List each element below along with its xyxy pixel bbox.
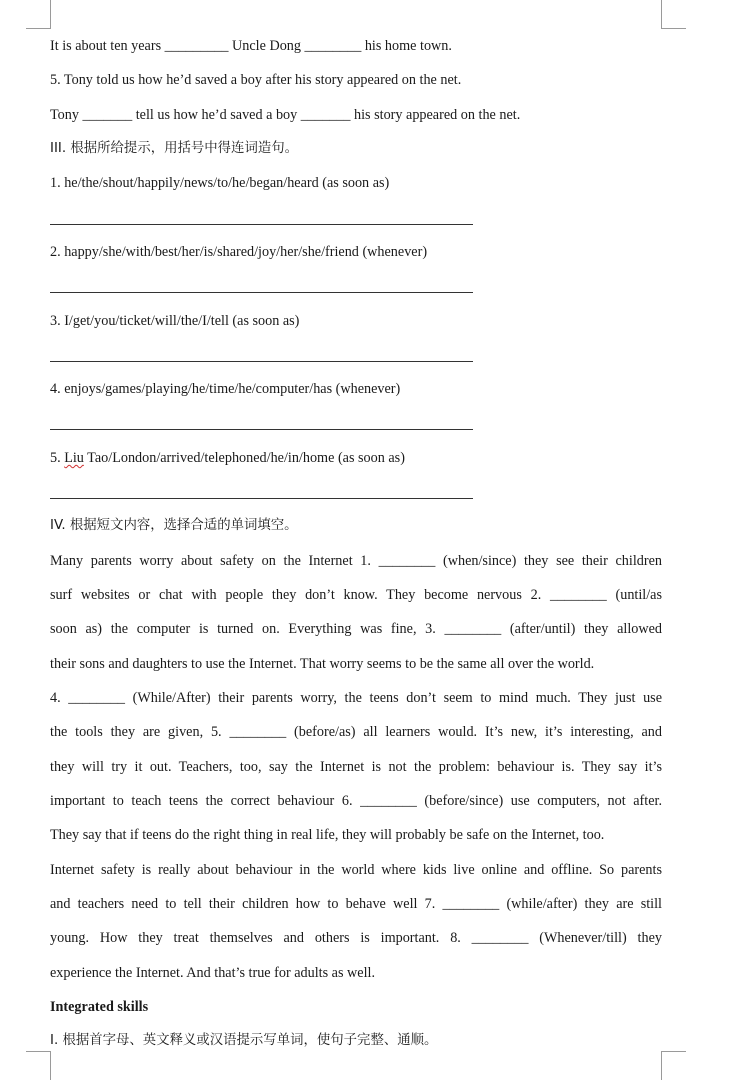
crop-mark-bottom-right: [661, 1051, 686, 1080]
answer-line: [50, 498, 473, 499]
passage-line: their sons and daughters to use the Internet. That worry seems to be the same all over the world.: [50, 656, 595, 672]
answer-line: [50, 224, 473, 225]
passage-line: the tools they are given, 5. ________ (before/as) all learners would. It’s new, it’s interesting, and: [50, 724, 662, 740]
section-heading: I. 根据首字母、英文释义或汉语提示写单词，使句子完整、通顺。: [50, 1033, 438, 1048]
section-heading: III. 根据所给提示，用括号中得连词造句。: [50, 141, 298, 156]
crop-mark-bottom-left: [26, 1051, 51, 1080]
text-line: It is about ten years _________ Uncle Dong ________ his home town.: [50, 38, 452, 54]
passage-line: and teachers need to tell their children how to behave well 7. ________ (while/after) they are still: [50, 896, 662, 912]
exercise-prompt: [50, 449, 662, 467]
text-line: Tony _______ tell us how he’d saved a boy _______ his story appeared on the net.: [50, 107, 521, 123]
answer-line: [50, 429, 473, 430]
passage-line: 4. ________ (While/After) their parents worry, the teens don’t seem to mind much. They just use: [50, 690, 662, 706]
crop-mark-top-left: [26, 0, 51, 29]
spellcheck-word: Liu: [64, 450, 84, 466]
passage-line: They say that if teens do the right thing in real life, they will probably be safe on the Internet, too.: [50, 827, 605, 843]
passage-line: important to teach teens the correct behaviour 6. ________ (before/since) use computers, not after.: [50, 793, 662, 809]
passage-line: Many parents worry about safety on the Internet 1. ________ (when/since) they see their children: [50, 553, 662, 569]
exercise-prompt: 3. I/get/you/ticket/will/the/I/tell (as soon as): [50, 313, 300, 329]
passage-line: surf websites or chat with people they don’t know. They become nervous 2. ________ (until/as: [50, 587, 662, 603]
prompt-text: Tao/London/arrived/telephoned/he/in/home (as soon as): [83, 450, 405, 466]
passage-line: Internet safety is really about behaviour in the world where kids live online and offline. So parents: [50, 862, 662, 878]
passage-line: they will try it out. Teachers, too, say the Internet is not the problem: behaviour is. They say it’s: [50, 759, 662, 775]
prompt-number: 5.: [50, 450, 65, 466]
section-title: Integrated skills: [50, 999, 149, 1015]
exercise-prompt: 2. happy/she/with/best/her/is/shared/joy/her/she/friend (whenever): [50, 244, 428, 260]
text-line: 5. Tony told us how he’d saved a boy after his story appeared on the net.: [50, 72, 462, 88]
exercise-prompt: 1. he/the/shout/happily/news/to/he/began/heard (as soon as): [50, 175, 390, 191]
section-heading: IV. 根据短文内容，选择合适的单词填空。: [50, 518, 298, 533]
passage-line: soon as) the computer is turned on. Everything was fine, 3. ________ (after/until) they allowed: [50, 621, 662, 637]
exercise-prompt: 4. enjoys/games/playing/he/time/he/computer/has (whenever): [50, 381, 401, 397]
crop-mark-top-right: [661, 0, 686, 29]
answer-line: [50, 292, 473, 293]
passage-line: experience the Internet. And that’s true for adults as well.: [50, 965, 376, 981]
passage-line: young. How they treat themselves and others is important. 8. ________ (Whenever/till) they: [50, 930, 662, 946]
answer-line: [50, 361, 473, 362]
